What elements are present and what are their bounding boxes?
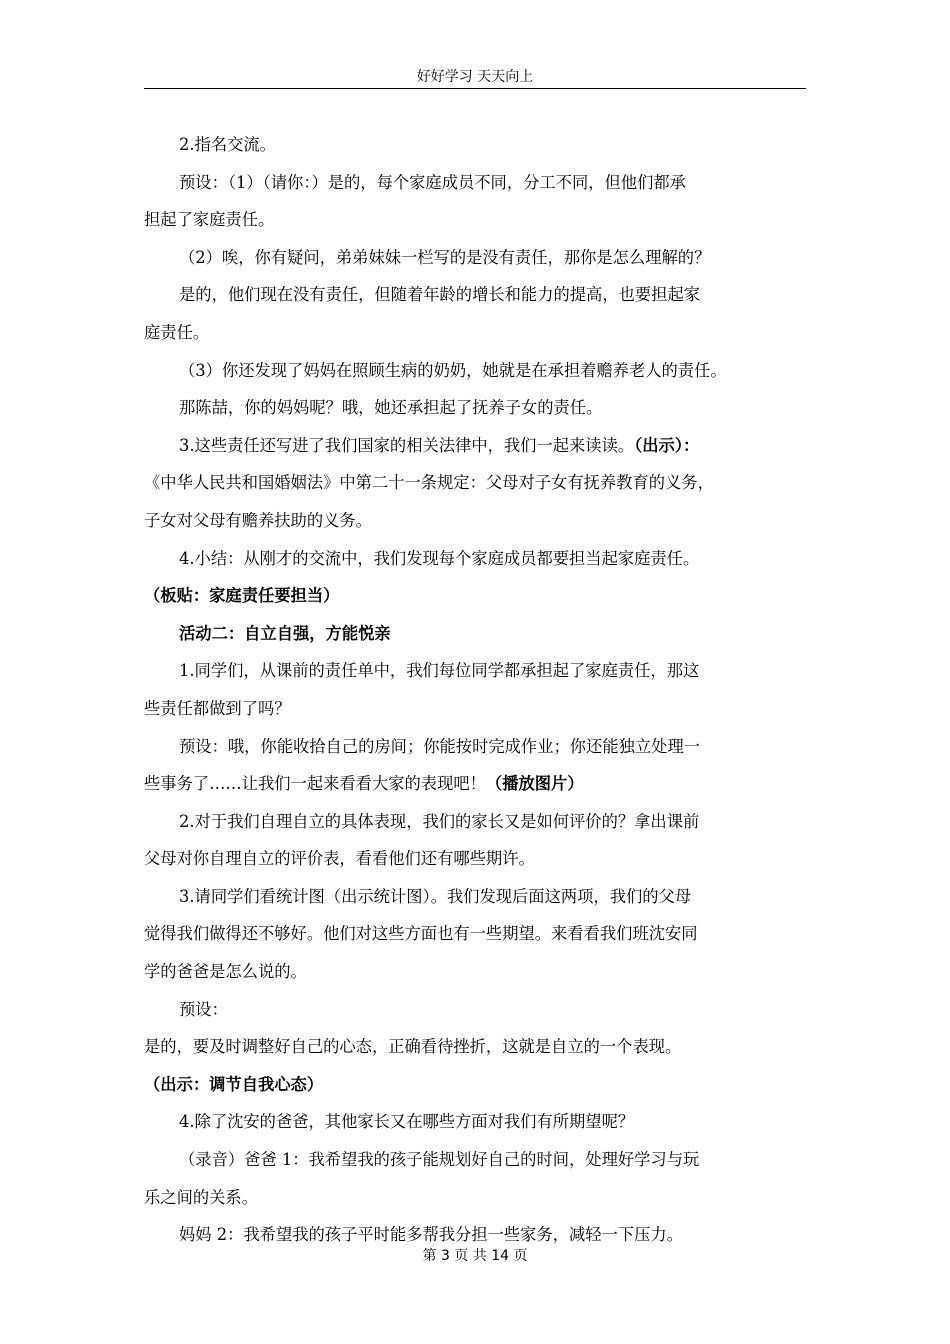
paragraph-line: 子女对父母有赡养扶助的义务。: [144, 510, 372, 530]
paragraph-line: 4.小结：从刚才的交流中，我们发现每个家庭成员都要担当起家庭责任。: [179, 548, 700, 568]
paragraph-line: 庭责任。: [144, 322, 210, 342]
paragraph-line: 4.除了沈安的爸爸，其他家长又在哪些方面对我们有所期望呢？: [179, 1112, 635, 1132]
paragraph-line: 担起了家庭责任。: [144, 210, 275, 230]
line-text: 些事务了……让我们一起来看看大家的表现吧！: [144, 774, 486, 794]
board-note: （板贴：家庭责任要担当）: [144, 586, 340, 606]
paragraph-line: 预设：: [179, 999, 228, 1019]
bold-note: （出示）：: [634, 435, 700, 455]
paragraph-line: 预设：（1）（请你：）是的，每个家庭成员不同，分工不同，但他们都承: [179, 172, 686, 192]
paragraph-line: 2.对于我们自理自立的具体表现，我们的家长又是如何评价的？拿出课前: [179, 811, 700, 831]
paragraph-line: [144, 427, 806, 465]
paragraph-line: 1.同学们，从课前的责任单中，我们每位同学都承担起了家庭责任，那这: [179, 661, 700, 681]
paragraph-line: 那陈喆，你的妈妈呢？哦，她还承担起了抚养子女的责任。: [179, 398, 603, 418]
page-footer: 第 3 页 共 14 页: [422, 1248, 528, 1264]
paragraph-line: 乐之间的关系。: [144, 1187, 258, 1207]
paragraph-line: 觉得我们做得还不够好。他们对这些方面也有一些期望。来看看我们班沈安同: [144, 924, 698, 944]
bold-note: （播放图片）: [485, 774, 584, 794]
paragraph-line: 3.请同学们看统计图（出示统计图）。我们发现后面这两项，我们的父母: [179, 886, 692, 906]
paragraph-line: [144, 765, 806, 803]
paragraph-line: （3）你还发现了妈妈在照顾生病的奶奶，她就是在承担着赡养老人的责任。: [179, 360, 727, 380]
paragraph-line: 些责任都做到了吗？: [144, 698, 291, 718]
page-header: 好好学习 天天向上: [144, 66, 806, 89]
paragraph-line: 《中华人民共和国婚姻法》中第二十一条规定：父母对子女有抚养教育的义务，: [144, 473, 714, 493]
paragraph-line: （录音）爸爸 1：我希望我的孩子能规划好自己的时间，处理好学习与玩: [179, 1150, 700, 1170]
paragraph-line: 是的，要及时调整好自己的心态，正确看待挫折，这就是自立的一个表现。: [144, 1037, 682, 1057]
document-body: [144, 126, 806, 1254]
display-note: （出示：调节自我心态）: [144, 1074, 324, 1094]
line-text: 3.这些责任还写进了我们国家的相关法律中，我们一起来读读。: [179, 435, 635, 455]
paragraph-line: （2）唉，你有疑问，弟弟妹妹一栏写的是没有责任，那你是怎么理解的？: [179, 247, 711, 267]
paragraph-line: 2.指名交流。: [179, 135, 276, 154]
paragraph-line: 妈妈 2：我希望我的孩子平时能多帮我分担一些家务，减轻一下压力。: [179, 1225, 683, 1245]
paragraph-line: 父母对你自理自立的评价表，看看他们还有哪些期许。: [144, 849, 535, 869]
section-heading: 活动二：自立自强，方能悦亲: [179, 623, 391, 643]
paragraph-line: 是的，他们现在没有责任，但随着年龄的增长和能力的提高，也要担起家: [179, 285, 701, 305]
paragraph-line: 学的爸爸是怎么说的。: [144, 962, 307, 982]
paragraph-line: 预设：哦，你能收拾自己的房间；你能按时完成作业；你还能独立处理一: [179, 736, 701, 756]
